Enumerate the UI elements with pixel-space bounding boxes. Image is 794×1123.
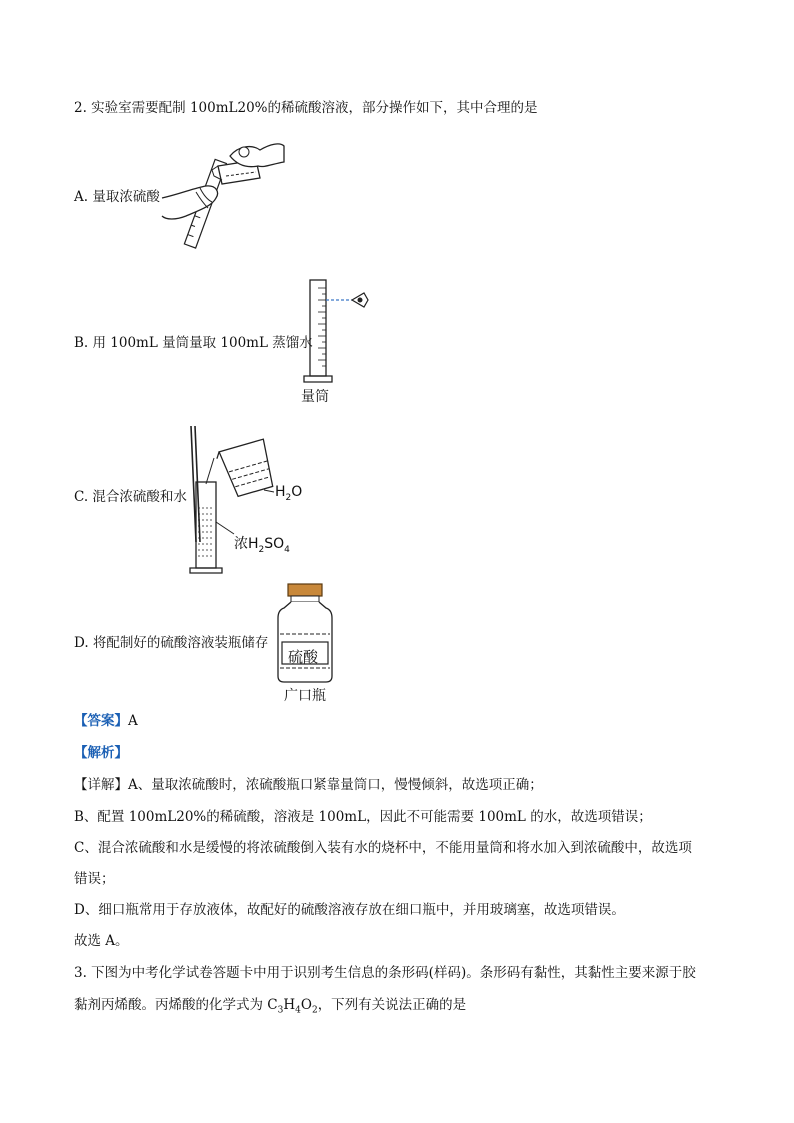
- answer-value: A: [128, 713, 138, 729]
- answer-tag: 【答案】: [74, 713, 128, 729]
- option-d-label: D. 将配制好的硫酸溶液装瓶储存: [74, 635, 269, 651]
- figure-a-pouring-acid: [160, 136, 285, 254]
- detail-line-3: C、混合浓硫酸和水是缓慢的将浓硫酸倒入装有水的烧杯中，不能用量筒和将水加入到浓硫酸中，故选项: [74, 840, 692, 856]
- detail-line-4: 错误；: [74, 871, 115, 887]
- figure-b-caption: 量筒: [301, 389, 329, 405]
- figure-c-h2o-label: $H_2O$: [275, 484, 303, 503]
- analysis-tag: 【解析】: [74, 745, 128, 761]
- option-a-label: A. 量取浓硫酸: [74, 189, 160, 205]
- question-2-stem: 2. 实验室需要配制 100mL20%的稀硫酸溶液，部分操作如下，其中合理的是: [74, 100, 538, 116]
- option-c-label: C. 混合浓硫酸和水: [74, 489, 187, 505]
- detail-line-1: 【详解】A、量取浓硫酸时，浓硫酸瓶口紧靠量筒口，慢慢倾斜，故选项正确；: [74, 777, 543, 793]
- figure-c-acid-label: 浓$H_2SO_4$: [234, 536, 290, 555]
- question-3-line-1: 3. 下图为中考化学试卷答题卡中用于识别考生信息的条形码(样码)。条形码有黏性，其黏性主要来源于胶: [74, 965, 696, 981]
- figure-b-graduated-cylinder: [300, 276, 375, 386]
- option-b-label: B. 用 100mL 量筒量取 100mL 蒸馏水: [74, 335, 313, 351]
- detail-line-2: B、配置 100mL20%的稀硫酸，溶液是 100mL，因此不可能需要 100mL 的水，故选项错误；: [74, 809, 652, 825]
- figure-d-bottle-label: 硫酸: [288, 648, 319, 666]
- detail-line-6: 故选 A。: [74, 933, 129, 949]
- detail-line-5: D、细口瓶常用于存放液体，故配好的硫酸溶液存放在细口瓶中，并用玻璃塞，故选项错误。: [74, 902, 625, 918]
- answer-line: [74, 711, 138, 731]
- figure-d-wide-mouth-bottle: [274, 582, 338, 684]
- question-3-line-2: 黏剂丙烯酸。丙烯酸的化学式为 $C_3H_4O_2$，下列有关说法正确的是: [74, 997, 467, 1016]
- figure-d-caption: 广口瓶: [284, 688, 326, 704]
